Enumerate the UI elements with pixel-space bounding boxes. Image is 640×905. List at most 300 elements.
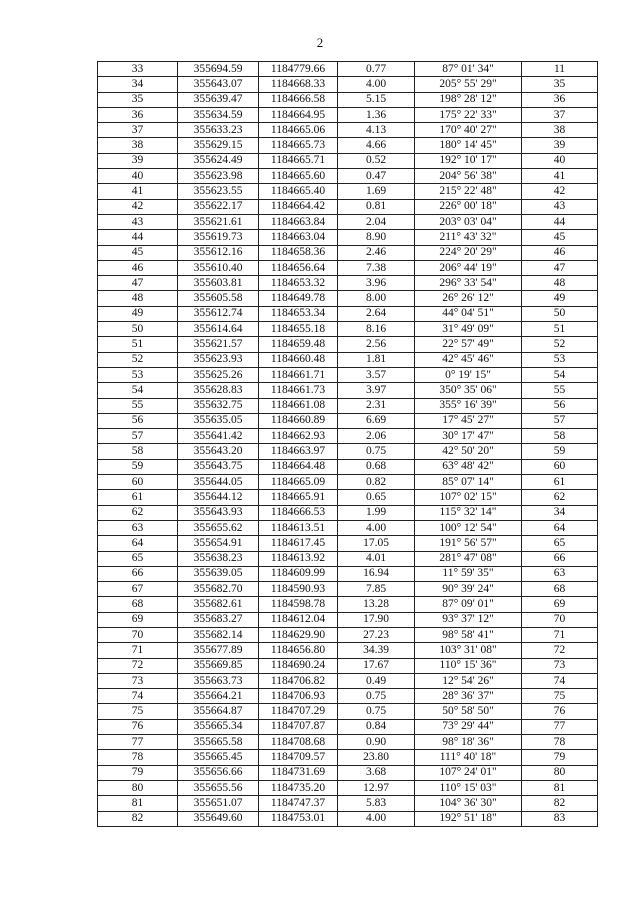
next-point-cell: 55 bbox=[522, 383, 598, 398]
table-row bbox=[98, 184, 598, 199]
table-row bbox=[98, 597, 598, 612]
x-coordinate-cell: 355619.73 bbox=[178, 230, 259, 245]
x-coordinate-cell: 355682.61 bbox=[178, 597, 259, 612]
segment-length-cell: 27.23 bbox=[338, 627, 415, 642]
point-number-cell: 58 bbox=[98, 444, 178, 459]
x-coordinate-cell: 355677.89 bbox=[178, 643, 259, 658]
y-coordinate-cell: 1184655.18 bbox=[259, 322, 338, 337]
segment-length-cell: 7.85 bbox=[338, 582, 415, 597]
point-number-cell: 46 bbox=[98, 260, 178, 275]
next-point-cell: 68 bbox=[522, 582, 598, 597]
bearing-angle-cell: 28° 36' 37" bbox=[415, 689, 522, 704]
segment-length-cell: 17.90 bbox=[338, 612, 415, 627]
bearing-angle-cell: 281° 47' 08" bbox=[415, 551, 522, 566]
next-point-cell: 63 bbox=[522, 566, 598, 581]
segment-length-cell: 0.81 bbox=[338, 199, 415, 214]
bearing-angle-cell: 17° 45' 27" bbox=[415, 413, 522, 428]
segment-length-cell: 2.64 bbox=[338, 306, 415, 321]
x-coordinate-cell: 355635.05 bbox=[178, 413, 259, 428]
y-coordinate-cell: 1184706.93 bbox=[259, 689, 338, 704]
point-number-cell: 36 bbox=[98, 107, 178, 122]
bearing-angle-cell: 22° 57' 49" bbox=[415, 337, 522, 352]
segment-length-cell: 4.00 bbox=[338, 520, 415, 535]
segment-length-cell: 17.67 bbox=[338, 658, 415, 673]
next-point-cell: 82 bbox=[522, 796, 598, 811]
table-row bbox=[98, 153, 598, 168]
y-coordinate-cell: 1184613.51 bbox=[259, 520, 338, 535]
bearing-angle-cell: 50° 58' 50" bbox=[415, 704, 522, 719]
segment-length-cell: 8.90 bbox=[338, 230, 415, 245]
y-coordinate-cell: 1184649.78 bbox=[259, 291, 338, 306]
segment-length-cell: 2.56 bbox=[338, 337, 415, 352]
x-coordinate-cell: 355665.34 bbox=[178, 719, 259, 734]
table-row bbox=[98, 62, 598, 77]
bearing-angle-cell: 203° 03' 04" bbox=[415, 214, 522, 229]
next-point-cell: 50 bbox=[522, 306, 598, 321]
next-point-cell: 36 bbox=[522, 92, 598, 107]
table-row bbox=[98, 123, 598, 138]
y-coordinate-cell: 1184665.71 bbox=[259, 153, 338, 168]
point-number-cell: 55 bbox=[98, 398, 178, 413]
point-number-cell: 56 bbox=[98, 413, 178, 428]
bearing-angle-cell: 63° 48' 42" bbox=[415, 459, 522, 474]
bearing-angle-cell: 205° 55' 29" bbox=[415, 77, 522, 92]
y-coordinate-cell: 1184658.36 bbox=[259, 245, 338, 260]
segment-length-cell: 2.46 bbox=[338, 245, 415, 260]
x-coordinate-cell: 355623.93 bbox=[178, 352, 259, 367]
x-coordinate-cell: 355633.23 bbox=[178, 123, 259, 138]
table-row bbox=[98, 230, 598, 245]
table-row bbox=[98, 169, 598, 184]
bearing-angle-cell: 107° 02' 15" bbox=[415, 490, 522, 505]
table-row bbox=[98, 199, 598, 214]
x-coordinate-cell: 355605.58 bbox=[178, 291, 259, 306]
point-number-cell: 76 bbox=[98, 719, 178, 734]
next-point-cell: 41 bbox=[522, 169, 598, 184]
y-coordinate-cell: 1184656.64 bbox=[259, 260, 338, 275]
point-number-cell: 34 bbox=[98, 77, 178, 92]
segment-length-cell: 4.00 bbox=[338, 811, 415, 826]
point-number-cell: 69 bbox=[98, 612, 178, 627]
segment-length-cell: 3.57 bbox=[338, 367, 415, 382]
segment-length-cell: 0.52 bbox=[338, 153, 415, 168]
next-point-cell: 83 bbox=[522, 811, 598, 826]
x-coordinate-cell: 355614.64 bbox=[178, 322, 259, 337]
point-number-cell: 62 bbox=[98, 505, 178, 520]
y-coordinate-cell: 1184664.48 bbox=[259, 459, 338, 474]
y-coordinate-cell: 1184661.73 bbox=[259, 383, 338, 398]
segment-length-cell: 4.00 bbox=[338, 77, 415, 92]
next-point-cell: 69 bbox=[522, 597, 598, 612]
next-point-cell: 58 bbox=[522, 429, 598, 444]
point-number-cell: 57 bbox=[98, 429, 178, 444]
bearing-angle-cell: 175° 22' 33" bbox=[415, 107, 522, 122]
bearing-angle-cell: 90° 39' 24" bbox=[415, 582, 522, 597]
next-point-cell: 62 bbox=[522, 490, 598, 505]
next-point-cell: 53 bbox=[522, 352, 598, 367]
segment-length-cell: 17.05 bbox=[338, 536, 415, 551]
table-row bbox=[98, 735, 598, 750]
x-coordinate-cell: 355612.16 bbox=[178, 245, 259, 260]
segment-length-cell: 23.80 bbox=[338, 750, 415, 765]
table-row bbox=[98, 673, 598, 688]
bearing-angle-cell: 296° 33' 54" bbox=[415, 276, 522, 291]
bearing-angle-cell: 98° 58' 41" bbox=[415, 627, 522, 642]
y-coordinate-cell: 1184653.34 bbox=[259, 306, 338, 321]
y-coordinate-cell: 1184666.53 bbox=[259, 505, 338, 520]
segment-length-cell: 8.16 bbox=[338, 322, 415, 337]
table-row bbox=[98, 459, 598, 474]
point-number-cell: 49 bbox=[98, 306, 178, 321]
table-row bbox=[98, 367, 598, 382]
next-point-cell: 75 bbox=[522, 689, 598, 704]
point-number-cell: 52 bbox=[98, 352, 178, 367]
y-coordinate-cell: 1184707.87 bbox=[259, 719, 338, 734]
point-number-cell: 64 bbox=[98, 536, 178, 551]
x-coordinate-cell: 355654.91 bbox=[178, 536, 259, 551]
x-coordinate-cell: 355643.75 bbox=[178, 459, 259, 474]
y-coordinate-cell: 1184731.69 bbox=[259, 765, 338, 780]
y-coordinate-cell: 1184613.92 bbox=[259, 551, 338, 566]
point-number-cell: 68 bbox=[98, 597, 178, 612]
segment-length-cell: 0.47 bbox=[338, 169, 415, 184]
segment-length-cell: 0.75 bbox=[338, 689, 415, 704]
x-coordinate-cell: 355682.70 bbox=[178, 582, 259, 597]
table-row bbox=[98, 704, 598, 719]
bearing-angle-cell: 26° 26' 12" bbox=[415, 291, 522, 306]
x-coordinate-cell: 355649.60 bbox=[178, 811, 259, 826]
point-number-cell: 37 bbox=[98, 123, 178, 138]
table-row bbox=[98, 383, 598, 398]
x-coordinate-cell: 355639.05 bbox=[178, 566, 259, 581]
table-row bbox=[98, 138, 598, 153]
point-number-cell: 50 bbox=[98, 322, 178, 337]
bearing-angle-cell: 104° 36' 30" bbox=[415, 796, 522, 811]
y-coordinate-cell: 1184653.32 bbox=[259, 276, 338, 291]
bearing-angle-cell: 170° 40' 27" bbox=[415, 123, 522, 138]
table-row bbox=[98, 245, 598, 260]
next-point-cell: 37 bbox=[522, 107, 598, 122]
next-point-cell: 46 bbox=[522, 245, 598, 260]
point-number-cell: 61 bbox=[98, 490, 178, 505]
point-number-cell: 48 bbox=[98, 291, 178, 306]
table-row bbox=[98, 77, 598, 92]
next-point-cell: 39 bbox=[522, 138, 598, 153]
point-number-cell: 38 bbox=[98, 138, 178, 153]
bearing-angle-cell: 12° 54' 26" bbox=[415, 673, 522, 688]
bearing-angle-cell: 110° 15' 36" bbox=[415, 658, 522, 673]
y-coordinate-cell: 1184708.68 bbox=[259, 735, 338, 750]
table-row bbox=[98, 444, 598, 459]
point-number-cell: 71 bbox=[98, 643, 178, 658]
coordinates-table-body bbox=[98, 62, 598, 827]
table-row bbox=[98, 551, 598, 566]
y-coordinate-cell: 1184665.06 bbox=[259, 123, 338, 138]
y-coordinate-cell: 1184663.04 bbox=[259, 230, 338, 245]
table-row bbox=[98, 627, 598, 642]
segment-length-cell: 0.77 bbox=[338, 62, 415, 77]
x-coordinate-cell: 355603.81 bbox=[178, 276, 259, 291]
y-coordinate-cell: 1184735.20 bbox=[259, 780, 338, 795]
table-row bbox=[98, 291, 598, 306]
x-coordinate-cell: 355656.66 bbox=[178, 765, 259, 780]
next-point-cell: 45 bbox=[522, 230, 598, 245]
next-point-cell: 48 bbox=[522, 276, 598, 291]
x-coordinate-cell: 355643.07 bbox=[178, 77, 259, 92]
bearing-angle-cell: 111° 40' 18" bbox=[415, 750, 522, 765]
y-coordinate-cell: 1184663.97 bbox=[259, 444, 338, 459]
segment-length-cell: 13.28 bbox=[338, 597, 415, 612]
y-coordinate-cell: 1184665.40 bbox=[259, 184, 338, 199]
x-coordinate-cell: 355655.56 bbox=[178, 780, 259, 795]
y-coordinate-cell: 1184660.89 bbox=[259, 413, 338, 428]
bearing-angle-cell: 98° 18' 36" bbox=[415, 735, 522, 750]
x-coordinate-cell: 355610.40 bbox=[178, 260, 259, 275]
table-row bbox=[98, 566, 598, 581]
next-point-cell: 78 bbox=[522, 735, 598, 750]
y-coordinate-cell: 1184665.91 bbox=[259, 490, 338, 505]
point-number-cell: 78 bbox=[98, 750, 178, 765]
point-number-cell: 40 bbox=[98, 169, 178, 184]
y-coordinate-cell: 1184753.01 bbox=[259, 811, 338, 826]
segment-length-cell: 1.99 bbox=[338, 505, 415, 520]
point-number-cell: 74 bbox=[98, 689, 178, 704]
segment-length-cell: 3.68 bbox=[338, 765, 415, 780]
table-row bbox=[98, 582, 598, 597]
next-point-cell: 11 bbox=[522, 62, 598, 77]
point-number-cell: 77 bbox=[98, 735, 178, 750]
bearing-angle-cell: 44° 04' 51" bbox=[415, 306, 522, 321]
x-coordinate-cell: 355638.23 bbox=[178, 551, 259, 566]
next-point-cell: 52 bbox=[522, 337, 598, 352]
page-number: 2 bbox=[316, 35, 324, 50]
x-coordinate-cell: 355644.05 bbox=[178, 475, 259, 490]
next-point-cell: 73 bbox=[522, 658, 598, 673]
bearing-angle-cell: 107° 24' 01" bbox=[415, 765, 522, 780]
point-number-cell: 54 bbox=[98, 383, 178, 398]
table-row bbox=[98, 536, 598, 551]
point-number-cell: 70 bbox=[98, 627, 178, 642]
point-number-cell: 47 bbox=[98, 276, 178, 291]
segment-length-cell: 4.66 bbox=[338, 138, 415, 153]
y-coordinate-cell: 1184598.78 bbox=[259, 597, 338, 612]
next-point-cell: 54 bbox=[522, 367, 598, 382]
bearing-angle-cell: 350° 35' 06" bbox=[415, 383, 522, 398]
x-coordinate-cell: 355664.87 bbox=[178, 704, 259, 719]
next-point-cell: 38 bbox=[522, 123, 598, 138]
next-point-cell: 61 bbox=[522, 475, 598, 490]
bearing-angle-cell: 103° 31' 08" bbox=[415, 643, 522, 658]
point-number-cell: 65 bbox=[98, 551, 178, 566]
point-number-cell: 80 bbox=[98, 780, 178, 795]
next-point-cell: 71 bbox=[522, 627, 598, 642]
next-point-cell: 81 bbox=[522, 780, 598, 795]
bearing-angle-cell: 100° 12' 54" bbox=[415, 520, 522, 535]
x-coordinate-cell: 355655.62 bbox=[178, 520, 259, 535]
segment-length-cell: 4.13 bbox=[338, 123, 415, 138]
next-point-cell: 40 bbox=[522, 153, 598, 168]
x-coordinate-cell: 355639.47 bbox=[178, 92, 259, 107]
x-coordinate-cell: 355623.98 bbox=[178, 169, 259, 184]
point-number-cell: 35 bbox=[98, 92, 178, 107]
bearing-angle-cell: 226° 00' 18" bbox=[415, 199, 522, 214]
point-number-cell: 51 bbox=[98, 337, 178, 352]
y-coordinate-cell: 1184664.95 bbox=[259, 107, 338, 122]
segment-length-cell: 0.49 bbox=[338, 673, 415, 688]
table-row bbox=[98, 520, 598, 535]
bearing-angle-cell: 204° 56' 38" bbox=[415, 169, 522, 184]
y-coordinate-cell: 1184663.84 bbox=[259, 214, 338, 229]
segment-length-cell: 2.06 bbox=[338, 429, 415, 444]
bearing-angle-cell: 30° 17' 47" bbox=[415, 429, 522, 444]
x-coordinate-cell: 355621.57 bbox=[178, 337, 259, 352]
x-coordinate-cell: 355643.93 bbox=[178, 505, 259, 520]
y-coordinate-cell: 1184612.04 bbox=[259, 612, 338, 627]
x-coordinate-cell: 355629.15 bbox=[178, 138, 259, 153]
bearing-angle-cell: 215° 22' 48" bbox=[415, 184, 522, 199]
point-number-cell: 53 bbox=[98, 367, 178, 382]
next-point-cell: 57 bbox=[522, 413, 598, 428]
point-number-cell: 33 bbox=[98, 62, 178, 77]
segment-length-cell: 3.97 bbox=[338, 383, 415, 398]
segment-length-cell: 12.97 bbox=[338, 780, 415, 795]
point-number-cell: 66 bbox=[98, 566, 178, 581]
x-coordinate-cell: 355669.85 bbox=[178, 658, 259, 673]
bearing-angle-cell: 42° 45' 46" bbox=[415, 352, 522, 367]
point-number-cell: 59 bbox=[98, 459, 178, 474]
y-coordinate-cell: 1184617.45 bbox=[259, 536, 338, 551]
y-coordinate-cell: 1184666.58 bbox=[259, 92, 338, 107]
x-coordinate-cell: 355612.74 bbox=[178, 306, 259, 321]
x-coordinate-cell: 355624.49 bbox=[178, 153, 259, 168]
next-point-cell: 43 bbox=[522, 199, 598, 214]
point-number-cell: 39 bbox=[98, 153, 178, 168]
y-coordinate-cell: 1184656.80 bbox=[259, 643, 338, 658]
bearing-angle-cell: 42° 50' 20" bbox=[415, 444, 522, 459]
table-row bbox=[98, 107, 598, 122]
x-coordinate-cell: 355634.59 bbox=[178, 107, 259, 122]
table-row bbox=[98, 276, 598, 291]
table-row bbox=[98, 780, 598, 795]
table-row bbox=[98, 811, 598, 826]
segment-length-cell: 0.82 bbox=[338, 475, 415, 490]
bearing-angle-cell: 192° 10' 17" bbox=[415, 153, 522, 168]
bearing-angle-cell: 192° 51' 18" bbox=[415, 811, 522, 826]
y-coordinate-cell: 1184664.42 bbox=[259, 199, 338, 214]
point-number-cell: 43 bbox=[98, 214, 178, 229]
table-row bbox=[98, 658, 598, 673]
point-number-cell: 42 bbox=[98, 199, 178, 214]
table-row bbox=[98, 413, 598, 428]
segment-length-cell: 4.01 bbox=[338, 551, 415, 566]
x-coordinate-cell: 355651.07 bbox=[178, 796, 259, 811]
next-point-cell: 64 bbox=[522, 520, 598, 535]
point-number-cell: 79 bbox=[98, 765, 178, 780]
segment-length-cell: 8.00 bbox=[338, 291, 415, 306]
point-number-cell: 60 bbox=[98, 475, 178, 490]
table-row bbox=[98, 429, 598, 444]
y-coordinate-cell: 1184707.29 bbox=[259, 704, 338, 719]
y-coordinate-cell: 1184665.09 bbox=[259, 475, 338, 490]
x-coordinate-cell: 355625.26 bbox=[178, 367, 259, 382]
bearing-angle-cell: 191° 56' 57" bbox=[415, 536, 522, 551]
y-coordinate-cell: 1184661.71 bbox=[259, 367, 338, 382]
y-coordinate-cell: 1184661.08 bbox=[259, 398, 338, 413]
point-number-cell: 44 bbox=[98, 230, 178, 245]
point-number-cell: 73 bbox=[98, 673, 178, 688]
table-row bbox=[98, 475, 598, 490]
table-row bbox=[98, 398, 598, 413]
x-coordinate-cell: 355664.21 bbox=[178, 689, 259, 704]
next-point-cell: 51 bbox=[522, 322, 598, 337]
next-point-cell: 76 bbox=[522, 704, 598, 719]
bearing-angle-cell: 198° 28' 12" bbox=[415, 92, 522, 107]
segment-length-cell: 16.94 bbox=[338, 566, 415, 581]
table-row bbox=[98, 765, 598, 780]
y-coordinate-cell: 1184709.57 bbox=[259, 750, 338, 765]
next-point-cell: 60 bbox=[522, 459, 598, 474]
table-row bbox=[98, 337, 598, 352]
next-point-cell: 79 bbox=[522, 750, 598, 765]
next-point-cell: 59 bbox=[522, 444, 598, 459]
segment-length-cell: 2.31 bbox=[338, 398, 415, 413]
y-coordinate-cell: 1184590.93 bbox=[259, 582, 338, 597]
y-coordinate-cell: 1184665.73 bbox=[259, 138, 338, 153]
segment-length-cell: 1.81 bbox=[338, 352, 415, 367]
x-coordinate-cell: 355665.58 bbox=[178, 735, 259, 750]
x-coordinate-cell: 355621.61 bbox=[178, 214, 259, 229]
table-row bbox=[98, 322, 598, 337]
bearing-angle-cell: 11° 59' 35" bbox=[415, 566, 522, 581]
next-point-cell: 49 bbox=[522, 291, 598, 306]
y-coordinate-cell: 1184659.48 bbox=[259, 337, 338, 352]
next-point-cell: 80 bbox=[522, 765, 598, 780]
table-row bbox=[98, 214, 598, 229]
y-coordinate-cell: 1184665.60 bbox=[259, 169, 338, 184]
x-coordinate-cell: 355644.12 bbox=[178, 490, 259, 505]
segment-length-cell: 3.96 bbox=[338, 276, 415, 291]
segment-length-cell: 1.69 bbox=[338, 184, 415, 199]
x-coordinate-cell: 355665.45 bbox=[178, 750, 259, 765]
segment-length-cell: 0.75 bbox=[338, 444, 415, 459]
bearing-angle-cell: 355° 16' 39" bbox=[415, 398, 522, 413]
y-coordinate-cell: 1184690.24 bbox=[259, 658, 338, 673]
bearing-angle-cell: 73° 29' 44" bbox=[415, 719, 522, 734]
next-point-cell: 44 bbox=[522, 214, 598, 229]
point-number-cell: 81 bbox=[98, 796, 178, 811]
table-row bbox=[98, 352, 598, 367]
coordinates-table bbox=[97, 61, 598, 827]
table-row bbox=[98, 260, 598, 275]
x-coordinate-cell: 355694.59 bbox=[178, 62, 259, 77]
segment-length-cell: 0.68 bbox=[338, 459, 415, 474]
segment-length-cell: 0.75 bbox=[338, 704, 415, 719]
segment-length-cell: 5.15 bbox=[338, 92, 415, 107]
table-row bbox=[98, 505, 598, 520]
x-coordinate-cell: 355683.27 bbox=[178, 612, 259, 627]
bearing-angle-cell: 0° 19' 15" bbox=[415, 367, 522, 382]
x-coordinate-cell: 355622.17 bbox=[178, 199, 259, 214]
x-coordinate-cell: 355632.75 bbox=[178, 398, 259, 413]
table-row bbox=[98, 490, 598, 505]
segment-length-cell: 1.36 bbox=[338, 107, 415, 122]
x-coordinate-cell: 355641.42 bbox=[178, 429, 259, 444]
segment-length-cell: 2.04 bbox=[338, 214, 415, 229]
segment-length-cell: 7.38 bbox=[338, 260, 415, 275]
table-row bbox=[98, 306, 598, 321]
table-row bbox=[98, 750, 598, 765]
segment-length-cell: 6.69 bbox=[338, 413, 415, 428]
